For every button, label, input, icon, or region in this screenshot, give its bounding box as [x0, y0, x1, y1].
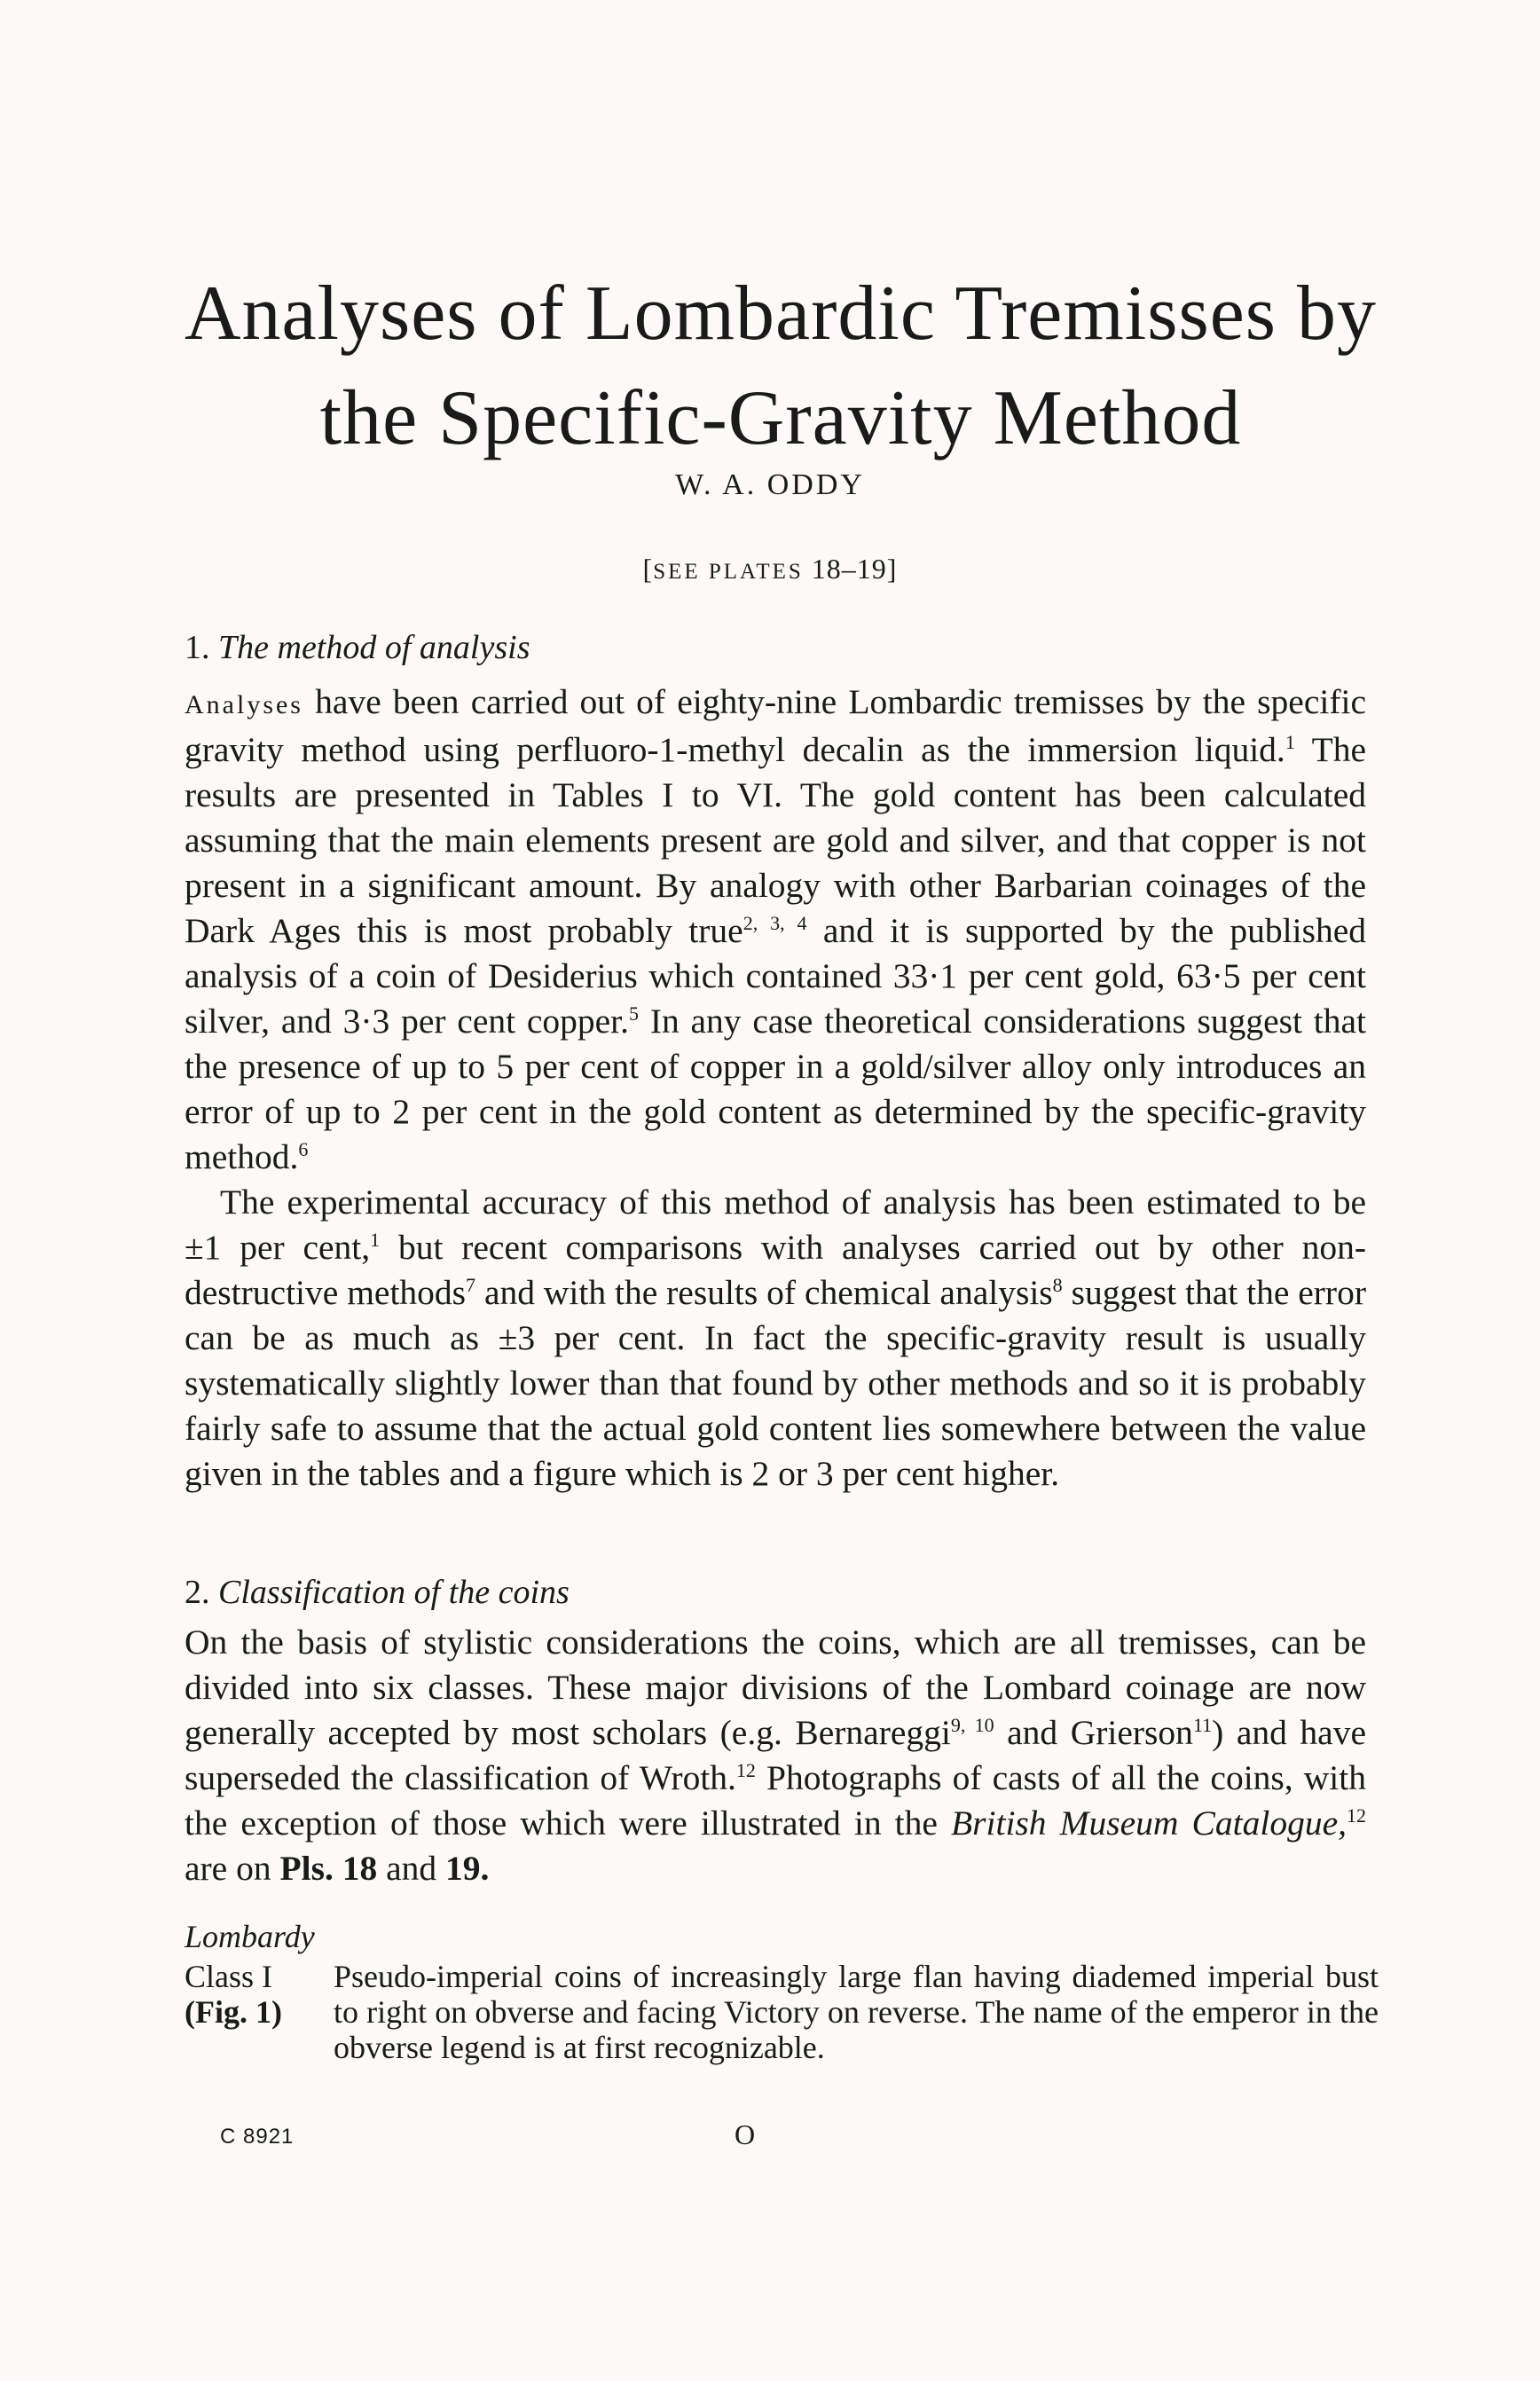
text-run: are on [185, 1849, 280, 1888]
article-title [177, 262, 1384, 471]
figure-label: (Fig. 1) [185, 1994, 282, 2030]
class-label-block [185, 1959, 326, 2030]
text-run: suggest that the error can be as much as ±3 per cent. In fact the specific-gravity result is usually systematically slightly lower than that found by other methods and so it is probably fairly safe to assume that the actual gold content lies somewhere between the value given in the tables and a figure which is 2 or 3 per cent higher. [185, 1273, 1366, 1493]
footnote-ref: 5 [629, 1002, 640, 1025]
section-2-number: 2. [185, 1574, 218, 1611]
footnote-ref: 1 [370, 1229, 381, 1251]
text-run: Photographs of casts of all the coins, with the exception of those which were illustrated in the [185, 1758, 1366, 1843]
footnote-ref: 12 [735, 1759, 756, 1781]
footnote-ref: 1 [1285, 731, 1295, 753]
author-name: W. A. ODDY [675, 468, 865, 501]
plates-reference [0, 553, 1540, 585]
title-line-1: Analyses of Lombardic Tremisses by [184, 271, 1378, 357]
text-run: and with the results of chemical analysis [475, 1273, 1053, 1312]
printer-signature: C 8921 [220, 2125, 295, 2149]
class-description: Pseudo-imperial coins of increasingly large flan having diademed imperial bust to right on obverse and facing Victory on reverse. The name of the emperor in the obverse legend is at first recognizable. [334, 1959, 1379, 2065]
footnote-ref: 12 [1346, 1804, 1366, 1827]
section-1-heading [185, 625, 530, 670]
text-run: and Grierson [994, 1713, 1193, 1752]
text-run: have been carried out of eighty-nine Lombardic tremisses by the specific gravity method using perfluoro-1-methyl decalin as the immersion liquid. [185, 682, 1366, 769]
text-run: The experimental accuracy of this method of analysis has been estimated to be ±1 per cent, [185, 1183, 1366, 1267]
text-run: On the basis of stylistic considerations the coins, which are all tremisses, can be divided into six classes. These major divisions of the Lombard coinage are now generally accepted by most scholars (e.g. Bernareggi [185, 1623, 1366, 1752]
section-2-heading [185, 1570, 570, 1615]
section-1-title: The method of analysis [218, 629, 530, 666]
footnote-ref: 11 [1192, 1714, 1213, 1736]
class-label: Class I [185, 1959, 272, 1994]
text-run: In any case theoretical considerations suggest that the presence of up to 5 per cent of copper in a gold/silver alloy only introduces an error of up to 2 per cent in the gold content as determined by the specific-gravity method. [185, 1002, 1367, 1176]
text-run: and [377, 1849, 445, 1888]
footnote-ref: 2, 3, 4 [742, 912, 807, 934]
footnote-ref: 6 [298, 1138, 309, 1160]
section-2-body [185, 1620, 1366, 1891]
footnote-ref: 9, 10 [950, 1714, 994, 1736]
section-2-paragraph-1 [185, 1620, 1366, 1891]
footnote-ref: 7 [466, 1274, 476, 1296]
section-1-paragraph-1 [185, 680, 1366, 1180]
footnote-ref: 8 [1052, 1274, 1063, 1296]
plate-ref-18: Pls. 18 [279, 1849, 378, 1888]
text-run: but recent comparisons with analyses carried out by other non-destructive methods [185, 1228, 1366, 1312]
text-run: ) and have superseded the classification of Wroth. [185, 1713, 1366, 1797]
section-1-number: 1. [185, 629, 218, 666]
plate-ref-19: 19. [445, 1849, 490, 1888]
catalogue-title: British Museum Catalogue, [951, 1803, 1347, 1843]
signature-letter: O [735, 2118, 756, 2150]
paragraph-lead-word: Analyses [185, 690, 303, 719]
text-run: and it is supported by the published analysis of a coin of Desiderius which contained 33·1 per cent gold, 63·5 per cent silver, and 3·3 per cent copper. [185, 911, 1367, 1041]
section-2-title: Classification of the coins [218, 1574, 570, 1611]
section-1-paragraph-2 [185, 1180, 1366, 1497]
text-run: The results are presented in Tables I to VI. The gold content has been calculated assuming that the main elements present are gold and silver, and that copper is not present in a significant amount. By analogy with other Barbarian coinages of the Dark Ages this is most probably true [185, 730, 1366, 950]
subsection-lombardy-heading: Lombardy [185, 1919, 315, 1954]
title-line-2: the Specific-Gravity Method [319, 375, 1242, 461]
plates-open-bracket: [ [642, 553, 654, 585]
plates-range: 18–19] [803, 553, 898, 585]
plates-label: SEE PLATES [653, 560, 804, 584]
section-1-body [185, 680, 1366, 1497]
